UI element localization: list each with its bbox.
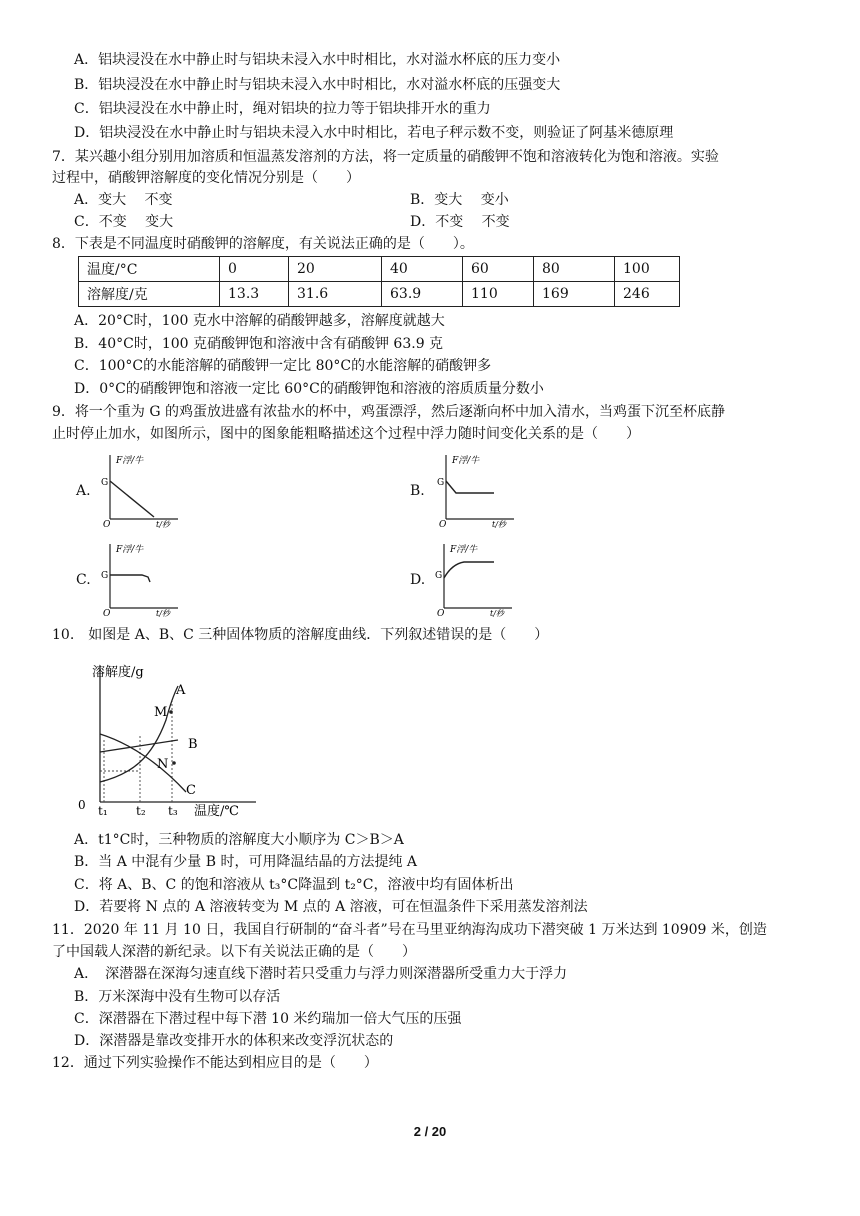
tick-t1: t₁ (98, 804, 108, 818)
table-row (79, 257, 680, 282)
q9-choice-d-label: D. (410, 572, 426, 588)
table-cell: 80 (534, 257, 615, 282)
point-m-dot (169, 710, 173, 714)
q7-stem-line2: 过程中，硝酸钾溶解度的变化情况分别是（ ） (52, 170, 360, 186)
axis-ylabel: 溶解度/g (92, 665, 144, 680)
table-header-cell: 溶解度/克 (79, 282, 220, 307)
table-cell: 20 (289, 257, 382, 282)
q8-option-c: C．100°C的水能溶解的硝酸钾一定比 80°C的水能溶解的硝酸钾多 (74, 358, 492, 374)
curve-b (100, 740, 178, 752)
axis-xlabel: t/秒 (156, 609, 170, 618)
table-cell: 31.6 (289, 282, 382, 307)
point-label-m: M (154, 705, 168, 720)
table-header-cell: 温度/°C (79, 257, 220, 282)
q7-option-d: D．不变 不变 (410, 214, 510, 230)
table-cell: 246 (615, 282, 680, 307)
axis-xlabel: 温度/℃ (194, 804, 239, 819)
g-label: G (101, 571, 109, 581)
tick-t2: t₂ (136, 804, 146, 818)
point-n-dot (172, 761, 176, 765)
origin-label: O (103, 609, 111, 618)
origin-label: O (437, 609, 445, 618)
q7-option-a: A．变大 不变 (74, 192, 173, 208)
table-cell: 40 (382, 257, 463, 282)
curve-label-b: B (188, 737, 198, 752)
q9-choice-b-label: B. (410, 483, 425, 499)
q10-option-b: B．当 A 中混有少量 B 时，可用降温结晶的方法提纯 A (74, 854, 418, 870)
q6-option-c: C．铝块浸没在水中静止时，绳对铝块的拉力等于铝块排开水的重力 (74, 101, 491, 117)
q7-option-c: C．不变 变大 (74, 214, 174, 230)
q11-option-d: D．深潜器是靠改变排开水的体积来改变浮沉状态的 (74, 1033, 394, 1049)
axis-ylabel: F浮/牛 (452, 456, 480, 466)
q11-stem-line2: 了中国载人深潜的新纪录。以下有关说法正确的是（ ） (52, 944, 416, 960)
q12-stem: 12．通过下列实验操作不能达到相应目的是（ ） (52, 1055, 378, 1071)
solubility-curve-graph (72, 660, 262, 820)
q10-option-a: A．t1°C时，三种物质的溶解度大小顺序为 C＞B＞A (74, 832, 404, 848)
axis-xlabel: t/秒 (490, 609, 504, 618)
buoyancy-curve (110, 481, 154, 517)
origin-label: O (103, 520, 111, 529)
q10-option-d: D．若要将 N 点的 A 溶液转变为 M 点的 A 溶液，可在恒温条件下采用蒸发溶剂法 (74, 899, 588, 915)
point-label-n: N (157, 757, 169, 772)
q6-option-b: B．铝块浸没在水中静止时与铝块未浸入水中时相比，水对溢水杯底的压强变大 (74, 77, 561, 93)
origin-label: O (439, 520, 447, 529)
q11-option-c: C．深潜器在下潜过程中每下潜 10 米约瑞加一倍大气压的压强 (74, 1011, 462, 1027)
axis-ylabel: F浮/牛 (450, 545, 478, 555)
q11-stem-line1: 11．2020 年 11 月 10 日，我国自行研制的“奋斗者”号在马里亚纳海沟成功下潜突破 1 万米达到 10909 米，创造 (52, 922, 767, 938)
g-label: G (437, 478, 445, 488)
page-number: 2 / 20 (413, 1124, 447, 1139)
table-row (79, 282, 680, 307)
table-cell: 110 (463, 282, 534, 307)
q11-option-a: A． 深潜器在深海匀速直线下潜时若只受重力与浮力则深潜器所受重力大于浮力 (74, 966, 568, 982)
axis-xlabel: t/秒 (156, 520, 170, 529)
q6-option-a: A．铝块浸没在水中静止时与铝块未浸入水中时相比，水对溢水杯底的压力变小 (74, 52, 561, 68)
q8-option-a: A．20°C时，100 克水中溶解的硝酸钾越多，溶解度就越大 (74, 313, 445, 329)
q10-option-c: C．将 A、B、C 的饱和溶液从 t₃°C降温到 t₂°C，溶液中均有固体析出 (74, 877, 514, 893)
buoyancy-curve (446, 481, 494, 493)
table-cell: 63.9 (382, 282, 463, 307)
table-cell: 13.3 (220, 282, 289, 307)
q9-graph-c (98, 540, 182, 618)
q9-choice-c-label: C. (76, 572, 91, 588)
q7-option-b: B．变大 变小 (410, 192, 509, 208)
curve-label-c: C (186, 783, 196, 798)
tick-t3: t₃ (168, 804, 178, 818)
q7-stem-line1: 7．某兴趣小组分别用加溶质和恒温蒸发溶剂的方法，将一定质量的硝酸钾不饱和溶液转化为饱和溶液。实验 (52, 149, 719, 165)
table-cell: 60 (463, 257, 534, 282)
q9-stem-line2: 止时停止加水，如图所示，图中的图象能粗略描述这个过程中浮力随时间变化关系的是（ ） (52, 426, 640, 442)
table-cell: 100 (615, 257, 680, 282)
table-cell: 169 (534, 282, 615, 307)
q9-graph-d (432, 540, 516, 618)
q10-stem: 10. 如图是 A、B、C 三种固体物质的溶解度曲线．下列叙述错误的是（ ） (52, 627, 549, 643)
q8-option-d: D．0°C的硝酸钾饱和溶液一定比 60°C的硝酸钾饱和溶液的溶质质量分数小 (74, 381, 544, 397)
q8-stem: 8．下表是不同温度时硝酸钾的溶解度，有关说法正确的是（ ）。 (52, 236, 474, 252)
g-label: G (101, 478, 109, 488)
solubility-table (78, 256, 680, 307)
origin-label: 0 (78, 798, 86, 812)
axis-xlabel: t/秒 (492, 520, 506, 529)
q9-stem-line1: 9．将一个重为 G 的鸡蛋放进盛有浓盐水的杯中，鸡蛋漂浮，然后逐渐向杯中加入清水，当鸡蛋下沉至杯底静 (52, 404, 725, 420)
g-label: G (435, 571, 443, 581)
q9-graph-b (434, 451, 518, 529)
q9-choice-a-label: A. (76, 483, 91, 499)
q9-graph-a (98, 451, 182, 529)
axis-ylabel: F浮/牛 (116, 456, 144, 466)
curve-label-a: A (176, 683, 186, 698)
q11-option-b: B．万米深海中没有生物可以存活 (74, 989, 281, 1005)
table-cell: 0 (220, 257, 289, 282)
buoyancy-curve (110, 575, 150, 582)
buoyancy-curve (444, 562, 494, 578)
q6-option-d: D．铝块浸没在水中静止时与铝块未浸入水中时相比，若电子秤示数不变，则验证了阿基米德原理 (74, 125, 674, 141)
axis-ylabel: F浮/牛 (116, 545, 144, 555)
q8-option-b: B．40°C时，100 克硝酸钾饱和溶液中含有硝酸钾 63.9 克 (74, 336, 444, 352)
